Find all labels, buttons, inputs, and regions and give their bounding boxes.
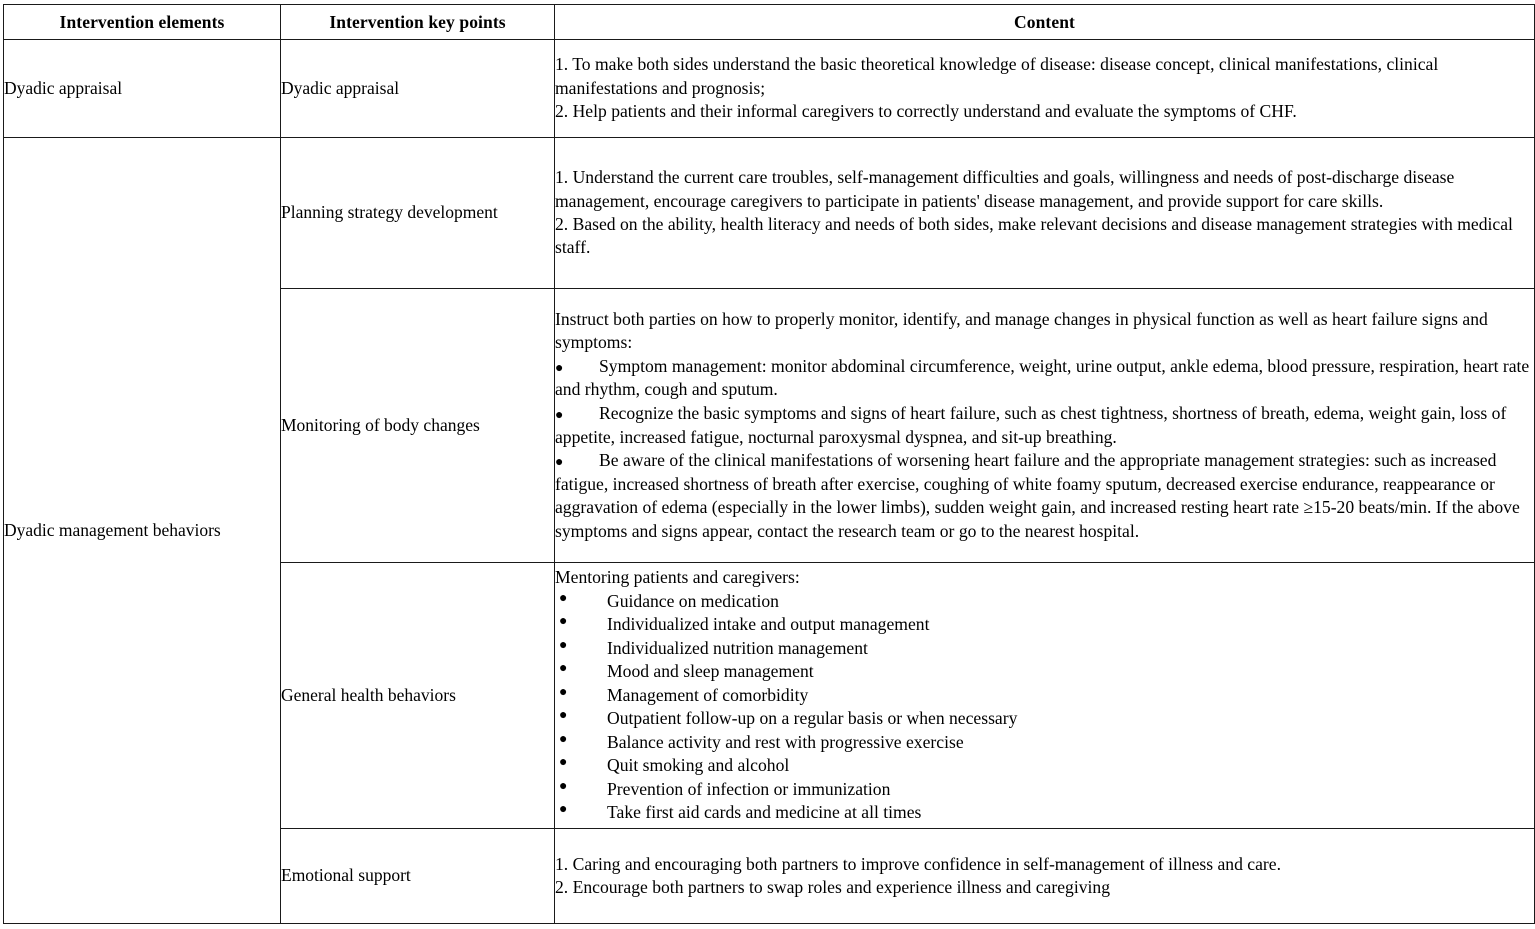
table-row (4, 40, 1535, 138)
cell-content (555, 289, 1535, 563)
cell-content (555, 138, 1535, 289)
bullet-icon: ● (559, 708, 568, 724)
content-paragraph: 2. Based on the ability, health literacy and needs of both sides, make relevant decisions and disease management strategies with medical staff. (555, 214, 1513, 258)
content-bullet-paragraph (555, 449, 1534, 543)
list-item (555, 754, 1534, 777)
content-bullet-paragraph (555, 402, 1534, 449)
bullet-icon: ● (559, 590, 568, 606)
bullet-text: Balance activity and rest with progressive exercise (607, 731, 964, 752)
cell-intervention-key-point: Planning strategy development (281, 138, 555, 289)
cell-intervention-key-point: Dyadic appraisal (281, 40, 555, 138)
bullet-icon: ● (559, 684, 568, 700)
content-bullet-paragraph (555, 355, 1534, 402)
content-paragraph: 1. Understand the current care troubles, self-management difficulties and goals, willingness and needs of post-discharge disease management, encourage caregivers to participate in patients' disease management, and provide support for care skills. (555, 167, 1455, 211)
list-item (555, 778, 1534, 801)
list-item (555, 707, 1534, 730)
cell-intervention-key-point: General health behaviors (281, 563, 555, 829)
cell-content (555, 829, 1535, 924)
cell-content (555, 40, 1535, 138)
bullet-text: Prevention of infection or immunization (607, 778, 891, 799)
content-paragraph: 1. Caring and encouraging both partners to improve confidence in self-management of illness and care. (555, 853, 1281, 874)
bullet-text: Guidance on medication (607, 590, 779, 611)
cell-intervention-element: Dyadic management behaviors (4, 138, 281, 924)
bullet-icon: ● (555, 360, 564, 376)
bullet-text: Symptom management: monitor abdominal circumference, weight, urine output, ankle edema, blood pressure, respiration, heart rate and rhythm, cough and sputum. (555, 355, 1530, 400)
list-item (555, 660, 1534, 683)
bullet-icon: ● (559, 731, 568, 747)
content-intro: Mentoring patients and caregivers: (555, 567, 800, 588)
list-item (555, 590, 1534, 613)
bullet-text: Individualized nutrition management (607, 637, 868, 658)
bullet-icon: ● (559, 755, 568, 771)
header-row (4, 5, 1535, 40)
bullet-icon: ● (559, 661, 568, 677)
header-content: Content (555, 5, 1535, 40)
bullet-icon: ● (559, 637, 568, 653)
bullet-text: Mood and sleep management (607, 661, 814, 682)
list-item (555, 801, 1534, 824)
list-item (555, 731, 1534, 754)
table-body (4, 40, 1535, 924)
cell-intervention-element: Dyadic appraisal (4, 40, 281, 138)
intervention-table (3, 4, 1535, 924)
bullet-text: Management of comorbidity (607, 684, 809, 705)
content-intro: Instruct both parties on how to properly monitor, identify, and manage changes in physical function as well as heart failure signs and symptoms: (555, 308, 1488, 353)
table-header (4, 5, 1535, 40)
bullet-text: Individualized intake and output management (607, 614, 930, 635)
bullet-text: Recognize the basic symptoms and signs of heart failure, such as chest tightness, shortness of breath, edema, weight gain, loss of appetite, increased fatigue, nocturnal paroxysmal dyspnea, and sit-up breathing. (555, 402, 1507, 447)
list-item (555, 613, 1534, 636)
list-item (555, 637, 1534, 660)
bullet-icon: ● (559, 778, 568, 794)
content-paragraph: 2. Encourage both partners to swap roles and experience illness and caregiving (555, 877, 1110, 897)
cell-intervention-key-point: Emotional support (281, 829, 555, 924)
intervention-table-wrapper (3, 4, 1531, 924)
content-paragraph: 2. Help patients and their informal caregivers to correctly understand and evaluate the symptoms of CHF. (555, 101, 1297, 122)
bullet-text: Outpatient follow-up on a regular basis or when necessary (607, 708, 1018, 729)
cell-intervention-key-point: Monitoring of body changes (281, 289, 555, 563)
cell-content (555, 563, 1535, 829)
content-paragraph: 1. To make both sides understand the basic theoretical knowledge of disease: disease concept, clinical manifestations, clinical manifestations and prognosis; (555, 54, 1439, 98)
header-intervention-key-points: Intervention key points (281, 5, 555, 40)
bullet-icon: ● (555, 455, 564, 471)
bullet-list (555, 590, 1534, 825)
header-intervention-elements: Intervention elements (4, 5, 281, 40)
bullet-text: Take first aid cards and medicine at all times (607, 802, 922, 823)
bullet-text: Quit smoking and alcohol (607, 755, 790, 776)
list-item (555, 684, 1534, 707)
table-row (4, 138, 1535, 289)
bullet-icon: ● (555, 407, 564, 423)
bullet-text: Be aware of the clinical manifestations of worsening heart failure and the appropriate management strategies: such as increased fatigue, increased shortness of breath after exercise, coughing of white foamy sputum, decreased exercise endurance, reappearance or aggravation of edema (especially in the lower limbs), sudden weight gain, and increased resting heart rate ≥15-20 beats/min. If the above symptoms and signs appear, contact the research team or go to the nearest hospital. (555, 450, 1520, 541)
bullet-icon: ● (559, 802, 568, 818)
bullet-icon: ● (559, 614, 568, 630)
